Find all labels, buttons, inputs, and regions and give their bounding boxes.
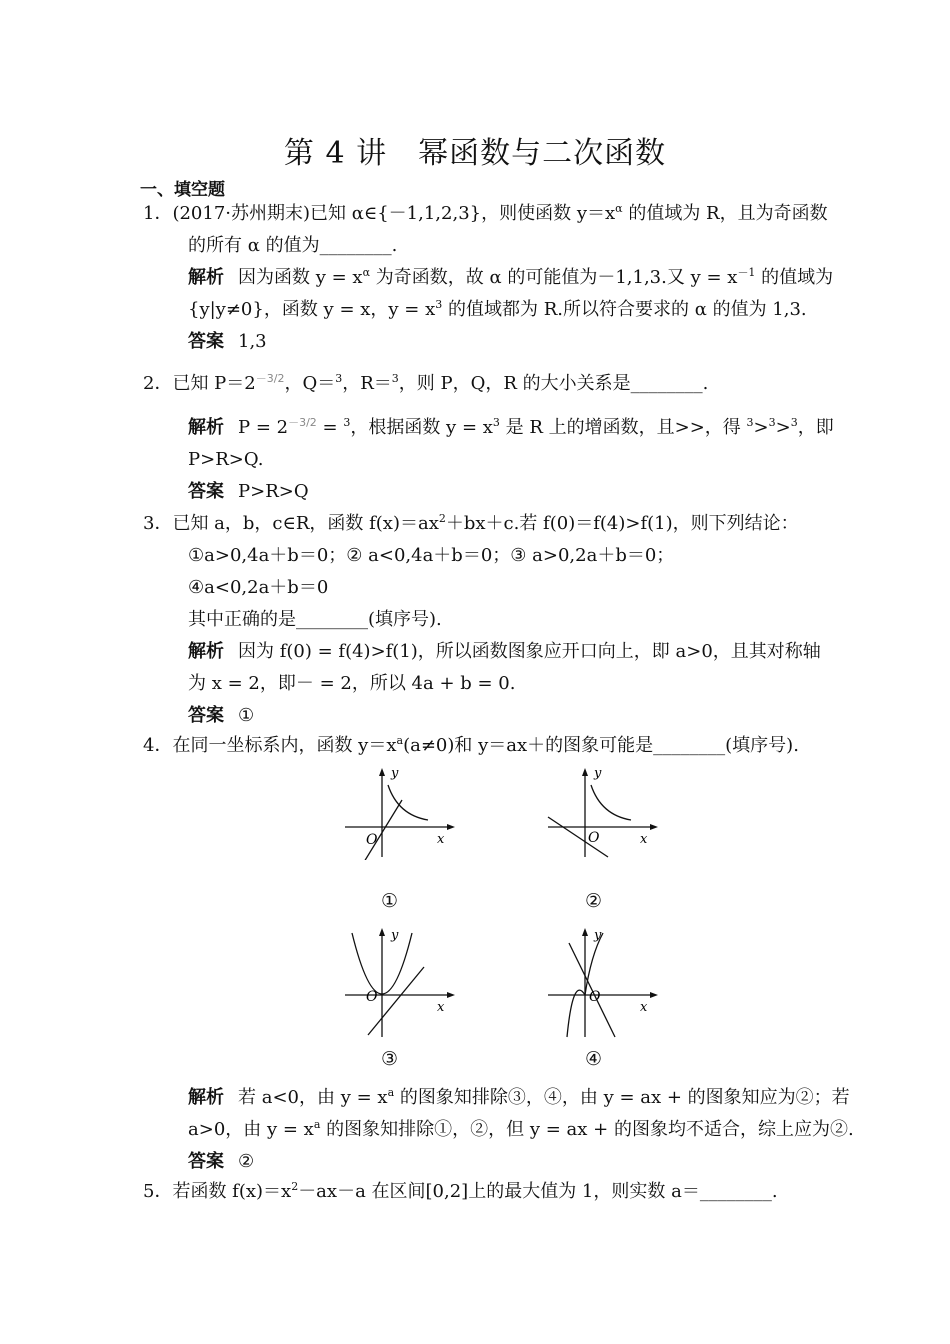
y-axis-arrow xyxy=(379,768,385,776)
graph-3 xyxy=(340,925,465,1040)
x-label: x xyxy=(437,1000,445,1015)
y-label: y xyxy=(391,766,399,781)
q3-options-line2: ④a<0,2a＋b＝0 xyxy=(188,577,329,598)
linear-line xyxy=(345,800,402,860)
graph-4-caption: ④ xyxy=(585,1048,603,1070)
q2-solution-line1: 解析 $P = 2^{-3/2} = ^3$，根据函数 $y = x^3$ 是 R 上的增函数，且>>，得 $^3$>$^3$>$^3$，即 xyxy=(188,416,834,438)
graph-3-caption: ③ xyxy=(381,1048,399,1070)
x-label: x xyxy=(640,832,648,847)
page-title: 第 4 讲 幂函数与二次函数 xyxy=(283,136,667,171)
q2-answer: 答案 P>R>Q xyxy=(188,481,309,502)
power-curve xyxy=(591,785,631,820)
graph-1-caption: ① xyxy=(381,890,399,912)
q1-solution-line2: {y|y≠0}，函数 y = x，$y = x^3$ 的值域都为 R.所以符合要求的 α 的值为 1,3. xyxy=(188,298,807,320)
q1-answer: 答案 1,3 xyxy=(188,331,267,352)
q3-solution-line2: 为 x = 2，即－ = 2，所以 4a + b = 0. xyxy=(188,673,516,694)
origin-label: O xyxy=(588,830,600,846)
q4-answer: 答案 ② xyxy=(188,1151,255,1172)
y-axis-arrow xyxy=(379,928,385,936)
q1-solution-line1: 解析 因为函数 $y = x^\alpha$ 为奇函数，故 α 的可能值为－1,1,3.又 $y = x^{-1}$ 的值域为 xyxy=(188,266,834,288)
origin-label: O xyxy=(366,832,378,848)
q3-stem-line3: 其中正确的是________(填序号). xyxy=(188,609,442,630)
x-label: x xyxy=(437,832,445,847)
graph-2-caption: ② xyxy=(585,890,603,912)
y-axis-arrow xyxy=(582,928,588,936)
x-axis-arrow xyxy=(447,992,455,998)
q3-solution-line1: 解析 因为 f(0) = f(4)>f(1)，所以函数图象应开口向上，即 a>0，且其对称轴 xyxy=(188,641,821,662)
q4-stem: 4．在同一坐标系内，函数 $y=x^a(a\ne 0)$和 y＝ax＋的图象可能是________(填序号). xyxy=(143,734,799,756)
power-curve xyxy=(388,785,428,820)
q3-stem-line1: 3．已知 a，b，c∈R，函数 $f(x)=ax^2+bx+c$.若 f(0)＝f(4)>f(1)，则下列结论： xyxy=(143,512,799,534)
q1-stem-line1: 1．(2017·苏州期末)已知 α∈{－1,1,2,3}，则使函数 $y=x^\alpha$ 的值域为 R，且为奇函数 xyxy=(143,202,828,224)
x-label: x xyxy=(640,1000,648,1015)
y-axis-arrow xyxy=(582,768,588,776)
graph-2 xyxy=(543,765,668,860)
q2-stem: 2．已知 $P=2^{-3/2}$，Q＝$^3$，R＝$^3$，则 P，Q，R 的大小关系是________. xyxy=(143,372,709,394)
q4-solution-line1: 解析 若 a<0，由 $y = x^a$ 的图象知排除③，④，由 y = ax + 的图象知应为②；若 xyxy=(188,1086,850,1108)
q3-options-line1: ①a>0,4a＋b＝0；② a<0,4a＋b＝0；③ a>0,2a＋b＝0； xyxy=(188,545,675,566)
q5-stem: 5．若函数 $f(x)=x^2-ax-a$ 在区间[0,2]上的最大值为 1，则实数 a＝________. xyxy=(143,1180,778,1202)
origin-label: O xyxy=(366,989,378,1005)
q3-answer: 答案 ① xyxy=(188,705,255,726)
x-axis-arrow xyxy=(447,824,455,830)
x-axis-arrow xyxy=(650,824,658,830)
q4-solution-line2: a>0，由 $y = x^a$ 的图象知排除①，②，但 y = ax + 的图象均不适合，综上应为②. xyxy=(188,1118,854,1140)
x-axis-arrow xyxy=(650,992,658,998)
section-heading: 一、填空题 xyxy=(140,180,225,200)
y-label: y xyxy=(594,928,602,943)
q2-solution-line2: P>R>Q. xyxy=(188,449,264,470)
y-label: y xyxy=(594,766,602,781)
y-label: y xyxy=(391,928,399,943)
graph-1 xyxy=(340,765,465,860)
origin-label: O xyxy=(589,989,601,1005)
q1-stem-line2: 的所有 α 的值为________. xyxy=(188,235,398,256)
graph-4 xyxy=(543,925,668,1040)
